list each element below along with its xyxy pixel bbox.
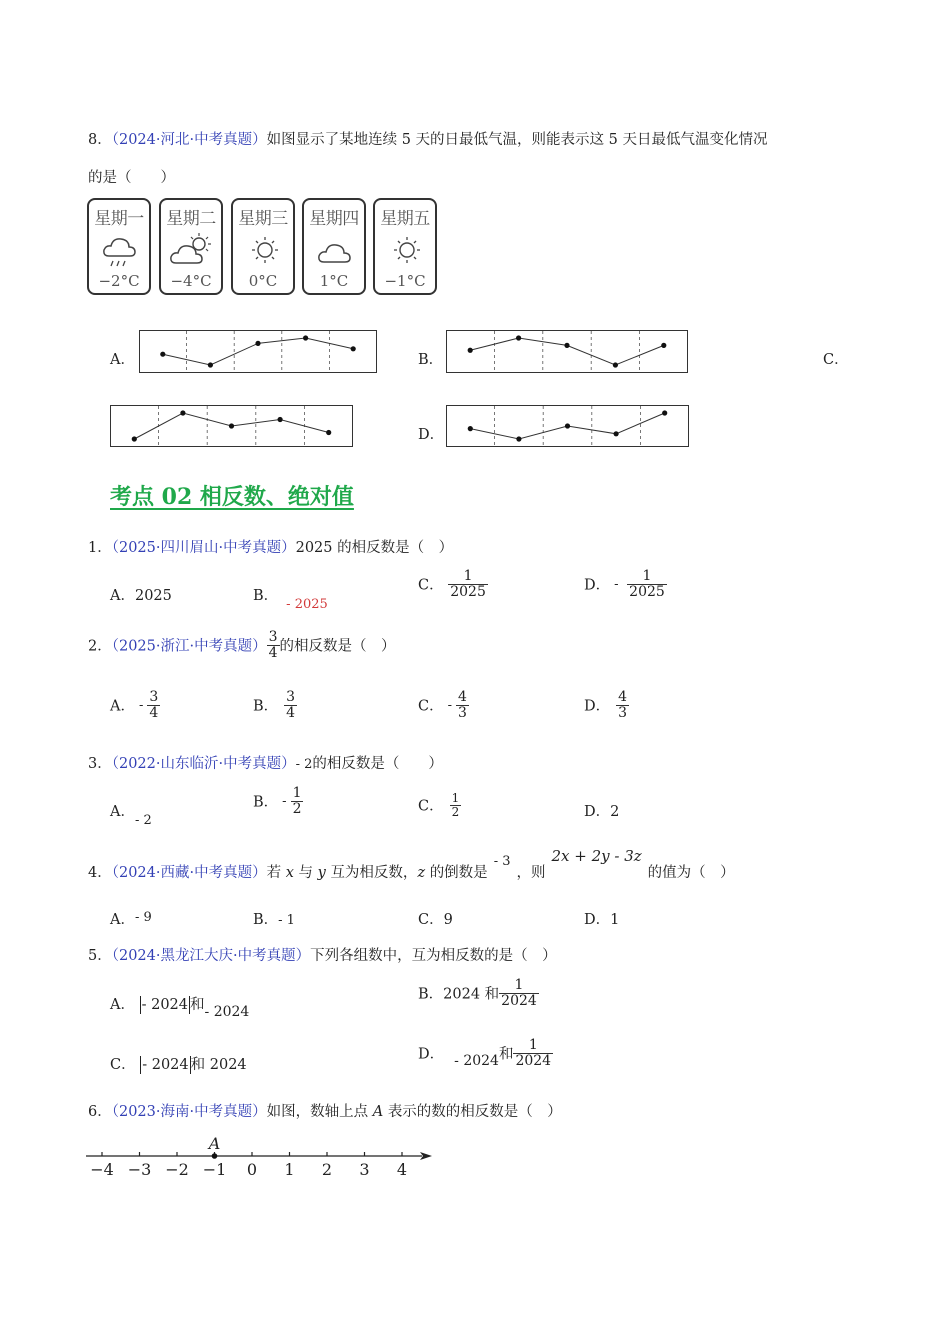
numerator: 1 xyxy=(528,1037,538,1053)
tick-label: 3 xyxy=(359,1160,370,1178)
and-text: 和 xyxy=(190,997,205,1013)
absolute-value: - 2024 xyxy=(142,1057,189,1073)
minus-sign: - xyxy=(614,576,619,592)
option-label: A． xyxy=(110,804,135,820)
q2-option-d xyxy=(584,690,629,720)
cloud-rain-icon xyxy=(101,232,141,272)
section-title: 考点 02 相反数、绝对值 xyxy=(110,484,354,510)
data-point xyxy=(208,362,213,367)
q8-line1 xyxy=(88,128,768,149)
data-point xyxy=(132,436,137,441)
denominator: 2 xyxy=(451,804,460,819)
data-point xyxy=(614,431,619,436)
q5-option-c xyxy=(110,1053,247,1074)
numerator: 1 xyxy=(451,791,460,805)
option-value: 2024 和 xyxy=(443,986,500,1003)
minus-sign: - xyxy=(138,697,144,713)
data-point xyxy=(516,436,521,441)
q5-source-open: （ xyxy=(111,948,119,964)
q1-source-close: ） xyxy=(281,540,296,556)
q8-close-paren: ） xyxy=(252,132,267,148)
fraction xyxy=(499,978,539,1008)
q3-option-b xyxy=(253,786,303,816)
q2-option-b xyxy=(253,690,297,720)
q1-option-a xyxy=(110,584,172,605)
numerator: 3 xyxy=(268,629,278,645)
data-point xyxy=(278,417,283,422)
fraction xyxy=(627,569,667,599)
fraction xyxy=(291,786,304,816)
q5-option-d xyxy=(418,1038,553,1068)
option-value: 2025 xyxy=(134,588,172,604)
sun-icon xyxy=(245,232,285,272)
and-text: 和 xyxy=(498,1046,514,1063)
tick-label: 1 xyxy=(284,1160,295,1178)
tick-label: −1 xyxy=(202,1160,227,1178)
q1-option-c xyxy=(418,569,488,599)
weather-temp: −1°C xyxy=(384,272,426,290)
q4-val: - 3 xyxy=(493,854,511,869)
data-point xyxy=(180,410,185,415)
q4-number: 4． xyxy=(88,865,112,881)
option-c-chart xyxy=(110,405,353,447)
var-x: x xyxy=(285,865,294,881)
option-label: D． xyxy=(584,804,611,820)
denominator: 4 xyxy=(268,644,278,661)
q4-option-d xyxy=(584,908,619,929)
q6-source-open: （ xyxy=(111,1104,119,1120)
q5-number: 5． xyxy=(88,948,112,964)
q2-stem xyxy=(88,630,396,660)
weather-temp: −4°C xyxy=(170,272,212,290)
q5-option-b xyxy=(418,978,539,1008)
weather-temp: −2°C xyxy=(98,272,140,290)
denominator: 2024 xyxy=(515,1052,552,1069)
q4-source: 2024·西藏·中考真题 xyxy=(118,865,253,881)
weather-day: 星期五 xyxy=(380,209,430,229)
q4-option-c xyxy=(418,908,453,929)
q2-text: 的相反数是（ ） xyxy=(279,638,396,655)
denominator: 2025 xyxy=(629,583,665,600)
option-label: B． xyxy=(253,588,279,604)
q3-source-close: ） xyxy=(281,756,296,772)
q3-source-open: （ xyxy=(111,756,119,772)
option-label: A． xyxy=(110,698,135,715)
fraction xyxy=(450,792,462,818)
weather-temp: 1°C xyxy=(319,272,349,290)
option-value: - 2024 xyxy=(204,1004,250,1020)
q6-t1: 如图，数轴上点 xyxy=(266,1104,369,1120)
fraction xyxy=(616,690,629,720)
tick-label: −4 xyxy=(90,1160,114,1178)
and-text: 和 2024 xyxy=(190,1057,247,1073)
option-label: D． xyxy=(584,577,611,594)
q5-source-close: ） xyxy=(295,948,311,964)
q5-source: 2024·黑龙江大庆·中考真题 xyxy=(118,948,296,964)
q8-source: 2024·河北·中考真题 xyxy=(118,132,253,148)
cloud-icon xyxy=(316,232,356,272)
q4-source-close: ） xyxy=(252,865,267,881)
absolute-value: - 2024 xyxy=(141,997,189,1013)
q2-option-c xyxy=(418,690,469,720)
tick-label: −3 xyxy=(127,1160,152,1178)
option-label: B． xyxy=(253,794,279,811)
q8-option-a-label: A． xyxy=(110,352,135,368)
q8-line2: 的是（ ） xyxy=(88,170,175,186)
fraction xyxy=(513,1038,553,1068)
q1-text: 2025 的相反数是（ ） xyxy=(295,540,454,556)
option-label: D． xyxy=(418,1046,445,1063)
option-value: 1 xyxy=(610,912,620,928)
q3-option-a xyxy=(110,800,152,828)
denominator: 2025 xyxy=(450,583,486,600)
sun-icon xyxy=(387,232,427,272)
data-point xyxy=(255,341,260,346)
option-label: C． xyxy=(418,698,444,715)
numerator: 1 xyxy=(642,568,652,584)
denominator: 3 xyxy=(618,704,628,721)
denominator: 4 xyxy=(286,704,296,721)
q1-source-open: （ xyxy=(111,540,119,556)
numerator: 3 xyxy=(286,689,296,705)
q3-source: 2022·山东临沂·中考真题 xyxy=(118,756,282,772)
q2-number: 2． xyxy=(88,638,112,655)
q4-t6: 的值为（ ） xyxy=(647,865,735,881)
fraction xyxy=(267,630,280,660)
q8-text: 如图显示了某地连续 5 天的日最低气温，则能表示这 5 天日最低气温变化情况 xyxy=(266,132,768,148)
fraction xyxy=(284,690,297,720)
data-point xyxy=(516,335,521,340)
numerator: 4 xyxy=(458,689,467,705)
numerator: 1 xyxy=(514,977,524,993)
data-point xyxy=(229,423,234,428)
denominator: 4 xyxy=(149,704,159,721)
option-label: A． xyxy=(110,912,135,928)
q3-stem xyxy=(88,752,443,773)
q6-t2: 表示的数的相反数是（ ） xyxy=(387,1104,562,1120)
data-point xyxy=(468,348,473,353)
numerator: 1 xyxy=(292,785,302,801)
option-label: C． xyxy=(418,577,444,594)
number: 2025 xyxy=(294,597,328,612)
data-point xyxy=(160,352,165,357)
q4-option-b xyxy=(253,908,295,929)
q4-stem xyxy=(88,847,735,882)
q5-text: 下列各组数中，互为相反数的是（ ） xyxy=(310,948,557,964)
weather-card-4 xyxy=(302,198,366,295)
denominator: 3 xyxy=(458,704,467,721)
q4-t2: 与 xyxy=(298,865,314,881)
q1-option-d xyxy=(584,569,667,599)
option-value: 2 xyxy=(610,804,620,820)
q4-t4: 的倒数是 xyxy=(429,865,488,881)
q6-source-close: ） xyxy=(252,1104,267,1120)
point-label: A xyxy=(372,1104,384,1120)
q3-number: 3． xyxy=(88,756,112,772)
option-label: D． xyxy=(584,912,611,928)
point-a-label: A xyxy=(208,1134,221,1153)
option-value: - 2024 xyxy=(454,1053,499,1070)
option-b-chart xyxy=(446,330,688,373)
q2-source: 2025·浙江·中考真题 xyxy=(118,638,253,655)
option-value xyxy=(286,597,328,612)
data-point xyxy=(661,343,666,348)
data-point xyxy=(565,423,570,428)
q3-expr: - 2 xyxy=(295,757,313,772)
numerator: 4 xyxy=(618,689,628,705)
q4-source-open: （ xyxy=(111,865,119,881)
q1-stem xyxy=(88,536,453,557)
option-value: - 9 xyxy=(134,910,152,925)
minus-sign: - xyxy=(282,793,287,809)
weather-day: 星期二 xyxy=(166,209,216,229)
denominator: 2 xyxy=(292,800,302,817)
data-point xyxy=(468,426,473,431)
option-value: - 1 xyxy=(278,913,295,928)
option-a-chart xyxy=(139,330,377,373)
option-label: D． xyxy=(584,698,611,715)
weather-card-3 xyxy=(231,198,295,295)
series-line xyxy=(470,338,664,365)
data-point xyxy=(303,335,308,340)
q8-open-paren: （ xyxy=(111,132,119,148)
data-point xyxy=(662,410,667,415)
q4-t3: 互为相反数， xyxy=(330,865,418,881)
weather-card-5 xyxy=(373,198,437,295)
tick-label: −2 xyxy=(165,1160,189,1178)
q4-t1: 若 xyxy=(266,865,282,881)
fraction xyxy=(448,569,488,599)
chart-frame xyxy=(447,331,688,373)
q3-option-d xyxy=(584,800,619,821)
q1-option-b xyxy=(253,584,328,612)
tick-label: 0 xyxy=(246,1160,258,1178)
weather-card-2 xyxy=(159,198,223,295)
option-label: A． xyxy=(110,997,135,1013)
option-label: B． xyxy=(253,698,279,715)
q8-option-c-label: C． xyxy=(823,352,849,368)
option-label: B． xyxy=(253,912,279,928)
data-point xyxy=(326,430,331,435)
option-value: - 2 xyxy=(134,813,152,828)
denominator: 2024 xyxy=(501,992,537,1009)
q8-option-d-label: D． xyxy=(418,427,445,443)
q5-option-a xyxy=(110,993,250,1020)
chart-frame xyxy=(140,331,377,373)
weather-day: 星期三 xyxy=(238,209,288,229)
q3-text: 的相反数是（ ） xyxy=(312,756,443,772)
numerator: 3 xyxy=(149,689,159,705)
cloud-sun-icon xyxy=(169,232,213,272)
q1-source: 2025·四川眉山·中考真题 xyxy=(118,540,282,556)
q5-stem xyxy=(88,944,557,965)
fraction xyxy=(456,690,469,720)
minus-sign: - xyxy=(286,597,291,612)
option-label: C． xyxy=(418,912,444,928)
fraction xyxy=(147,690,160,720)
data-point xyxy=(613,362,618,367)
numerator: 1 xyxy=(463,568,473,584)
option-label: B． xyxy=(418,986,444,1003)
weather-card-1 xyxy=(87,198,151,295)
q8-number: 8． xyxy=(88,132,112,148)
tick-label: 4 xyxy=(396,1160,408,1178)
q1-number: 1． xyxy=(88,540,112,556)
option-d-chart xyxy=(446,405,689,447)
option-label: C． xyxy=(110,1057,136,1073)
weather-day: 星期四 xyxy=(309,209,359,229)
q2-source-open: （ xyxy=(111,638,119,655)
data-point xyxy=(564,343,569,348)
q6-source: 2023·海南·中考真题 xyxy=(118,1104,253,1120)
q2-source-close: ） xyxy=(252,638,267,655)
weather-temp: 0°C xyxy=(248,272,278,290)
q4-t5: ，则 xyxy=(516,865,546,881)
q6-number: 6． xyxy=(88,1104,112,1120)
q8-option-b-label: B． xyxy=(418,352,444,368)
q6-stem xyxy=(88,1100,562,1121)
option-label: A． xyxy=(110,588,135,604)
var-y: y xyxy=(317,865,326,881)
option-value: 9 xyxy=(443,912,453,928)
q4-option-a xyxy=(110,908,152,929)
point-a-dot xyxy=(212,1153,218,1159)
q3-option-c xyxy=(418,792,461,818)
q4-expr: 2x + 2y - 3z xyxy=(551,847,642,865)
var-z: z xyxy=(417,865,426,881)
data-point xyxy=(351,346,356,351)
minus-sign: - xyxy=(447,697,453,713)
tick-label: 2 xyxy=(321,1160,333,1178)
number-line xyxy=(84,1130,436,1178)
weather-day: 星期一 xyxy=(94,209,144,229)
q2-option-a xyxy=(110,690,160,720)
option-label: C． xyxy=(418,798,444,815)
